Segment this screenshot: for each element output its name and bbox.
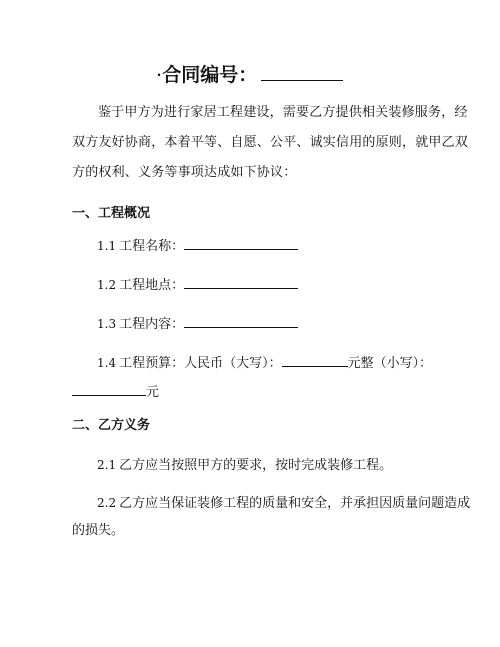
budget-uppercase-blank [282,352,348,367]
intro-paragraph [72,98,469,188]
title-mark: · [156,68,162,82]
item-2-2-continuation: 的损失。 [72,523,125,538]
item-2-2-text: 乙方应当保证装修工程的质量和安全，并承担因质量问题造成 [119,496,471,511]
section1-heading: 一、工程概况 [72,206,151,221]
intro-line-2: 双方友好协商，本着平等、自愿、公平、诚实信用的原则，就甲乙双 [72,135,469,150]
title-text: 合同编号： [162,64,258,86]
item-2-2-number: 2.2 [97,496,117,510]
contract-number-blank [261,62,343,81]
item-1-3 [97,313,298,335]
item-1-1-label: 工程名称： [119,239,185,254]
item-1-4-number: 1.4 [97,356,117,370]
item-1-2 [97,274,298,296]
item-1-4 [97,352,432,374]
section2-heading: 二、乙方义务 [72,418,151,433]
item-2-1 [97,455,392,476]
item-1-3-blank [184,313,298,328]
item-1-3-label: 工程内容： [119,317,185,332]
item-1-2-number: 1.2 [97,278,117,292]
intro-line-1: 鉴于甲方为进行家居工程建设，需要乙方提供相关装修服务，经 [98,105,468,120]
item-1-4-end: 元 [146,385,160,400]
item-1-2-blank [184,274,298,289]
item-1-3-number: 1.3 [97,317,117,331]
budget-lowercase-blank [72,381,146,396]
item-1-4-middle: 元整（小写）： [347,356,433,371]
item-1-1-number: 1.1 [97,239,117,253]
item-1-2-label: 工程地点： [119,278,185,293]
item-1-1-blank [184,235,298,250]
item-1-1 [97,235,298,257]
item-2-1-text: 乙方应当按照甲方的要求，按时完成装修工程。 [119,458,393,473]
item-2-1-number: 2.1 [97,458,117,472]
intro-line-3: 方的权利、义务等事项达成如下协议： [72,165,297,180]
item-1-4-label: 工程预算：人民币（大写）： [119,356,282,371]
item-1-4-continuation [72,381,159,403]
item-2-2 [97,493,470,514]
contract-title [0,62,500,88]
